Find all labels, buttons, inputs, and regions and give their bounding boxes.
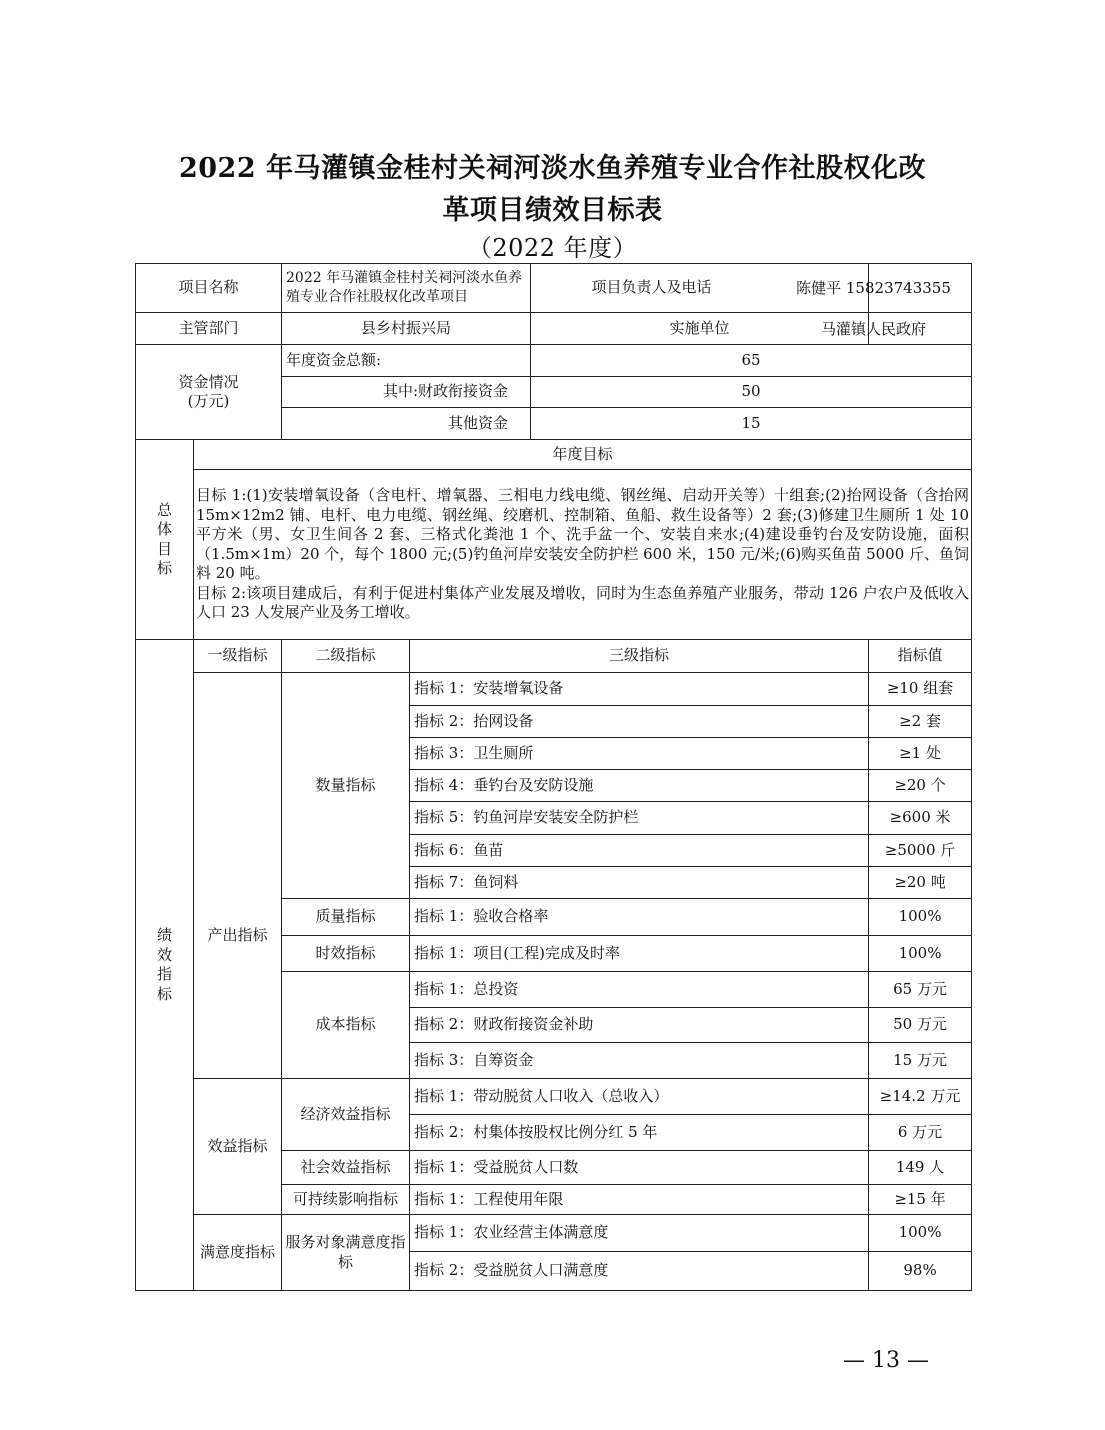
funds-fiscal-value: 50: [531, 377, 972, 408]
indicator-value: 65 万元: [869, 972, 972, 1008]
project-name-label: 项目名称: [136, 264, 282, 313]
document-title-line1: 2022 年马灌镇金桂村关祠河淡水鱼养殖专业合作社股权化改: [178, 153, 927, 184]
goal-1: 目标 1:(1)安装增氧设备（含电杆、增氧器、三相电力线电缆、钢丝绳、启动开关等）十组套;(2)抬网设备（含抬网 15m×12m2 铺、电杆、电力电缆、钢丝绳、绞磨机、控制箱、鱼船、救生设备等）2 套;(3)修建卫生厕所 1 处 10 平方米（男、女卫生间各 2 套、三格式化粪池 1 个、洗手盆一个、安装自来水;(4)建设垂钓台及安防设施，面积（1.5m×1m）20 个，每个 1800 元;(5)钓鱼河岸安装安全防护栏 600 米，150 元/米;(6)购买鱼苗 5000 斤、鱼饲料 20 吨。: [196, 486, 970, 583]
indicator-name: 指标 1：带动脱贫人口收入（总收入）: [410, 1079, 869, 1115]
funds-label-line2: (万元): [187, 392, 230, 410]
funds-other-label: 其他资金: [282, 408, 531, 440]
indicator-name: 指标 2：受益脱贫人口满意度: [410, 1252, 869, 1291]
impl-label: 实施单位: [531, 313, 869, 345]
indicator-name: 指标 1：安装增氧设备: [410, 673, 869, 706]
indicator-name: 指标 4：垂钓台及安防设施: [410, 770, 869, 802]
performance-indicator-label: [136, 640, 194, 1291]
indicator-name: 指标 1：受益脱贫人口数: [410, 1151, 869, 1185]
output-indicator-label: 产出指标: [194, 673, 282, 1079]
indicator-value: 100%: [869, 936, 972, 972]
timeliness-indicator-label: 时效指标: [282, 936, 410, 972]
indicator-value: 100%: [869, 899, 972, 936]
funds-fiscal-label: 其中:财政衔接资金: [282, 377, 531, 408]
dept-label: 主管部门: [136, 313, 282, 345]
dept-value: 县乡村振兴局: [282, 313, 531, 345]
indicator-name: 指标 2：财政衔接资金补助: [410, 1008, 869, 1043]
benefit-indicator-label: 效益指标: [194, 1079, 282, 1215]
indicator-value: 6 万元: [869, 1115, 972, 1151]
annual-goal-text: [194, 470, 972, 640]
document-year: （2022 年度）: [467, 234, 638, 262]
funds-other-value: 15: [531, 408, 972, 440]
cost-indicator-label: 成本指标: [282, 972, 410, 1079]
perf-label-char: 绩: [156, 926, 172, 944]
header-value: 指标值: [869, 640, 972, 673]
funds-total-label: 年度资金总额:: [282, 345, 531, 377]
social-indicator-label: 社会效益指标: [282, 1151, 410, 1185]
indicator-value: ≥600 米: [869, 802, 972, 835]
funds-label: [136, 345, 282, 440]
perf-label-char: 指: [156, 965, 172, 983]
header-level1: 一级指标: [194, 640, 282, 673]
indicator-name: 指标 7：鱼饲料: [410, 867, 869, 899]
impl-value: 马灌镇人民政府: [820, 319, 926, 338]
overall-goal-char: 体: [156, 520, 172, 538]
leader-value: 陈健平 15823743355: [796, 279, 951, 297]
quality-indicator-label: 质量指标: [282, 899, 410, 936]
indicator-value: 15 万元: [869, 1043, 972, 1079]
funds-total-value: 65: [531, 345, 972, 377]
indicator-name: 指标 2：抬网设备: [410, 706, 869, 738]
indicator-name: 指标 2：村集体按股权比例分红 5 年: [410, 1115, 869, 1151]
overall-goal-char: 目: [156, 539, 172, 558]
overall-goal-char: 总: [156, 500, 172, 519]
indicator-value: ≥20 吨: [869, 867, 972, 899]
leader-label-text: 项目负责人及电话: [591, 278, 712, 297]
indicator-value: 100%: [869, 1215, 972, 1252]
satisfaction-indicator-label: 满意度指标: [194, 1215, 282, 1291]
quantity-indicator-label: 数量指标: [282, 673, 410, 899]
indicator-value: 98%: [869, 1252, 972, 1291]
indicator-name: 指标 1：项目(工程)完成及时率: [410, 936, 869, 972]
indicator-name: 指标 3：卫生厕所: [410, 738, 869, 770]
indicator-value: ≥20 个: [869, 770, 972, 802]
overall-goal-char: 标: [156, 559, 172, 577]
indicator-name: 指标 1：验收合格率: [410, 899, 869, 936]
indicator-value: ≥1 处: [869, 738, 972, 770]
indicator-name: 指标 1：总投资: [410, 972, 869, 1008]
annual-goal-header: 年度目标: [194, 440, 972, 470]
indicator-value: ≥15 年: [869, 1185, 972, 1215]
service-satisfaction-label: 服务对象满意度指标: [282, 1215, 410, 1291]
indicator-value: ≥2 套: [869, 706, 972, 738]
project-name-value: 2022 年马灌镇金桂村关祠河淡水鱼养殖专业合作社股权化改革项目: [282, 264, 531, 313]
indicator-name: 指标 3：自筹资金: [410, 1043, 869, 1079]
page-number: — 13 —: [843, 1348, 929, 1373]
economic-indicator-label: 经济效益指标: [282, 1079, 410, 1151]
indicator-value: ≥10 组套: [869, 673, 972, 706]
goal-2: 目标 2:该项目建成后，有利于促进村集体产业发展及增收，同时为生态鱼养殖产业服务，带动 126 户农户及低收入人口 23 人发展产业及务工增收。: [196, 583, 970, 622]
header-level2: 二级指标: [282, 640, 410, 673]
overall-goal-label: [136, 440, 194, 640]
indicator-name: 指标 5：钓鱼河岸安装安全防护栏: [410, 802, 869, 835]
performance-target-table: [135, 263, 972, 1291]
indicator-value: 149 人: [869, 1151, 972, 1185]
sustain-indicator-label: 可持续影响指标: [282, 1185, 410, 1215]
indicator-value: ≥14.2 万元: [869, 1079, 972, 1115]
header-level3: 三级指标: [410, 640, 869, 673]
indicator-name: 指标 6：鱼苗: [410, 835, 869, 867]
indicator-name: 指标 1：工程使用年限: [410, 1185, 869, 1215]
document-title-line2: 革项目绩效目标表: [442, 195, 663, 226]
perf-label-char: 效: [156, 945, 172, 964]
perf-label-char: 标: [156, 984, 172, 1003]
funds-label-line1: 资金情况: [178, 372, 239, 391]
indicator-name: 指标 1：农业经营主体满意度: [410, 1215, 869, 1252]
indicator-value: ≥5000 斤: [869, 835, 972, 867]
indicator-value: 50 万元: [869, 1008, 972, 1043]
